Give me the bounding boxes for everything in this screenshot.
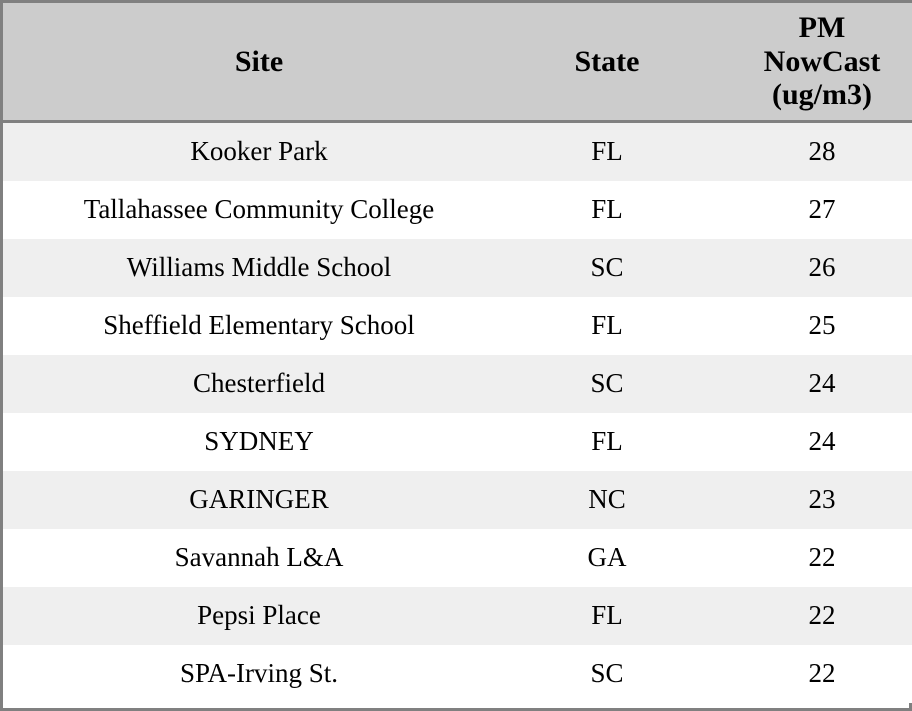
column-header-pm-nowcast-line1: PM — [798, 11, 846, 44]
cell-site: GARINGER — [3, 471, 515, 529]
cell-site: Williams Middle School — [3, 239, 515, 297]
table-row — [3, 645, 912, 703]
cell-state: NC — [515, 471, 699, 529]
cell-site: Tallahassee Community College — [3, 181, 515, 239]
cell-state: FL — [515, 121, 699, 181]
cell-site: Savannah L&A — [3, 529, 515, 587]
column-header-pm-nowcast — [699, 3, 912, 121]
table-row — [3, 355, 912, 413]
table-body — [3, 121, 912, 703]
pm-nowcast-table — [3, 3, 912, 703]
cell-value: 24 — [699, 355, 912, 413]
cell-site: Sheffield Elementary School — [3, 297, 515, 355]
cell-value: 27 — [699, 181, 912, 239]
cell-value: 24 — [699, 413, 912, 471]
cell-state: SC — [515, 355, 699, 413]
cell-site: Pepsi Place — [3, 587, 515, 645]
table-row — [3, 413, 912, 471]
cell-state: SC — [515, 645, 699, 703]
table-row — [3, 297, 912, 355]
cell-value: 25 — [699, 297, 912, 355]
cell-state: FL — [515, 413, 699, 471]
table-row — [3, 587, 912, 645]
cell-state: FL — [515, 297, 699, 355]
cell-value: 26 — [699, 239, 912, 297]
table-row — [3, 121, 912, 181]
table-row — [3, 181, 912, 239]
table-row — [3, 529, 912, 587]
cell-site: Kooker Park — [3, 121, 515, 181]
cell-value: 22 — [699, 529, 912, 587]
table-row — [3, 239, 912, 297]
cell-site: SYDNEY — [3, 413, 515, 471]
cell-site: Chesterfield — [3, 355, 515, 413]
header-row — [3, 3, 912, 121]
cell-site: SPA-Irving St. — [3, 645, 515, 703]
cell-state: FL — [515, 587, 699, 645]
table-header — [3, 3, 912, 121]
cell-state: SC — [515, 239, 699, 297]
cell-state: GA — [515, 529, 699, 587]
cell-value: 23 — [699, 471, 912, 529]
column-header-site: Site — [3, 3, 515, 121]
table-row — [3, 471, 912, 529]
column-header-state: State — [515, 3, 699, 121]
cell-value: 22 — [699, 645, 912, 703]
cell-value: 28 — [699, 121, 912, 181]
column-header-pm-nowcast-line2: NowCast — [763, 44, 881, 78]
cell-value: 22 — [699, 587, 912, 645]
column-header-pm-nowcast-line3: (ug/m3) — [772, 78, 872, 112]
cell-state: FL — [515, 181, 699, 239]
